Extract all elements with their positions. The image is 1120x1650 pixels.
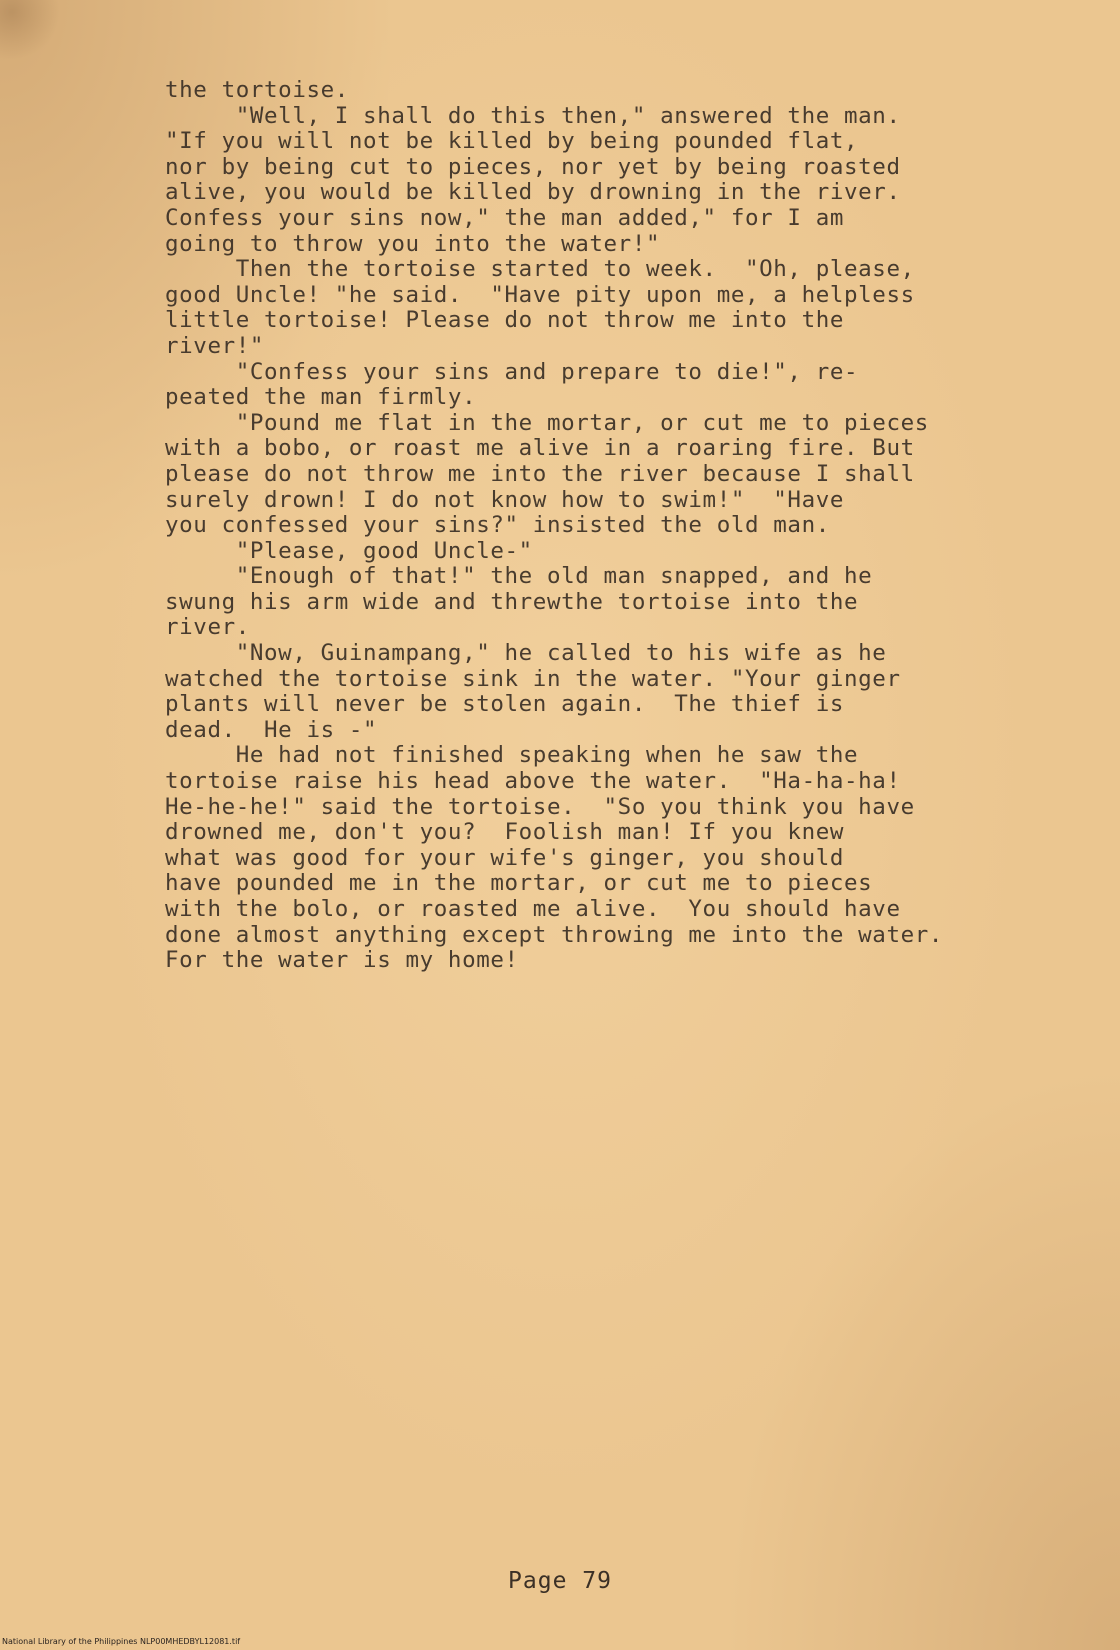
typewritten-text-block [165,78,1015,974]
text-line: For the water is my home! [165,947,519,974]
text-line: the tortoise. [165,77,349,103]
text-line: He-he-he!" said the tortoise. "So you think you have [165,793,915,820]
text-line: surely drown! I do not know how to swim!" "Have [165,486,845,513]
text-line: alive, you would be killed by drowning in the river. [165,179,901,206]
text-line: with the bolo, or roasted me alive. You should have [165,896,901,922]
text-line: swung his arm wide and threwthe tortoise into the [165,588,859,615]
text-line: good Uncle! "he said. "Have pity upon me, a helpless [165,281,915,308]
text-line: "Well, I shall do this then," answered the man. [165,102,901,129]
text-line: you confessed your sins?" insisted the old man. [165,512,830,539]
text-line: Then the tortoise started to week. "Oh, please, [165,256,915,283]
text-line: watched the tortoise sink in the water. "Your ginger [165,665,901,692]
text-line: peated the man firmly. [165,384,477,411]
text-line: "Confess your sins and prepare to die!", re- [165,358,859,385]
text-line: river!" [165,332,265,359]
text-line: little tortoise! Please do not throw me into the [165,307,845,334]
text-line: He had not finished speaking when he saw the [165,742,859,769]
text-line: "Now, Guinampang," he called to his wife as he [165,640,887,667]
text-line: what was good for your wife's ginger, you should [165,844,845,871]
text-line: Confess your sins now," the man added," for I am [165,204,845,231]
page-number: Page 79 [508,1568,612,1594]
text-line: "If you will not be killed by being pounded flat, [165,128,859,155]
text-line: nor by being cut to pieces, nor yet by being roasted [165,153,901,180]
text-line: with a bobo, or roast me alive in a roaring fire. But [165,435,915,462]
text-line: done almost anything except throwing me into the water. [165,921,944,948]
text-line: going to throw you into the water!" [165,230,661,257]
text-line: "Pound me flat in the mortar, or cut me to pieces [165,409,929,436]
text-line: dead. He is -" [165,716,378,743]
scan-credit-footer: National Library of the Philippines NLP00MHEDBYL12081.tif [2,1637,241,1646]
text-line: plants will never be stolen again. The thief is [165,691,845,718]
text-line: have pounded me in the mortar, or cut me to pieces [165,870,873,897]
text-line: drowned me, don't you? Foolish man! If you knew [165,819,845,846]
text-line: river. [165,614,250,641]
corner-stain [0,0,60,60]
text-line: tortoise raise his head above the water. "Ha-ha-ha! [165,768,901,795]
text-line: please do not throw me into the river because I shall [165,460,915,487]
text-line: "Please, good Uncle-" [165,537,533,564]
text-line: "Enough of that!" the old man snapped, and he [165,563,873,590]
